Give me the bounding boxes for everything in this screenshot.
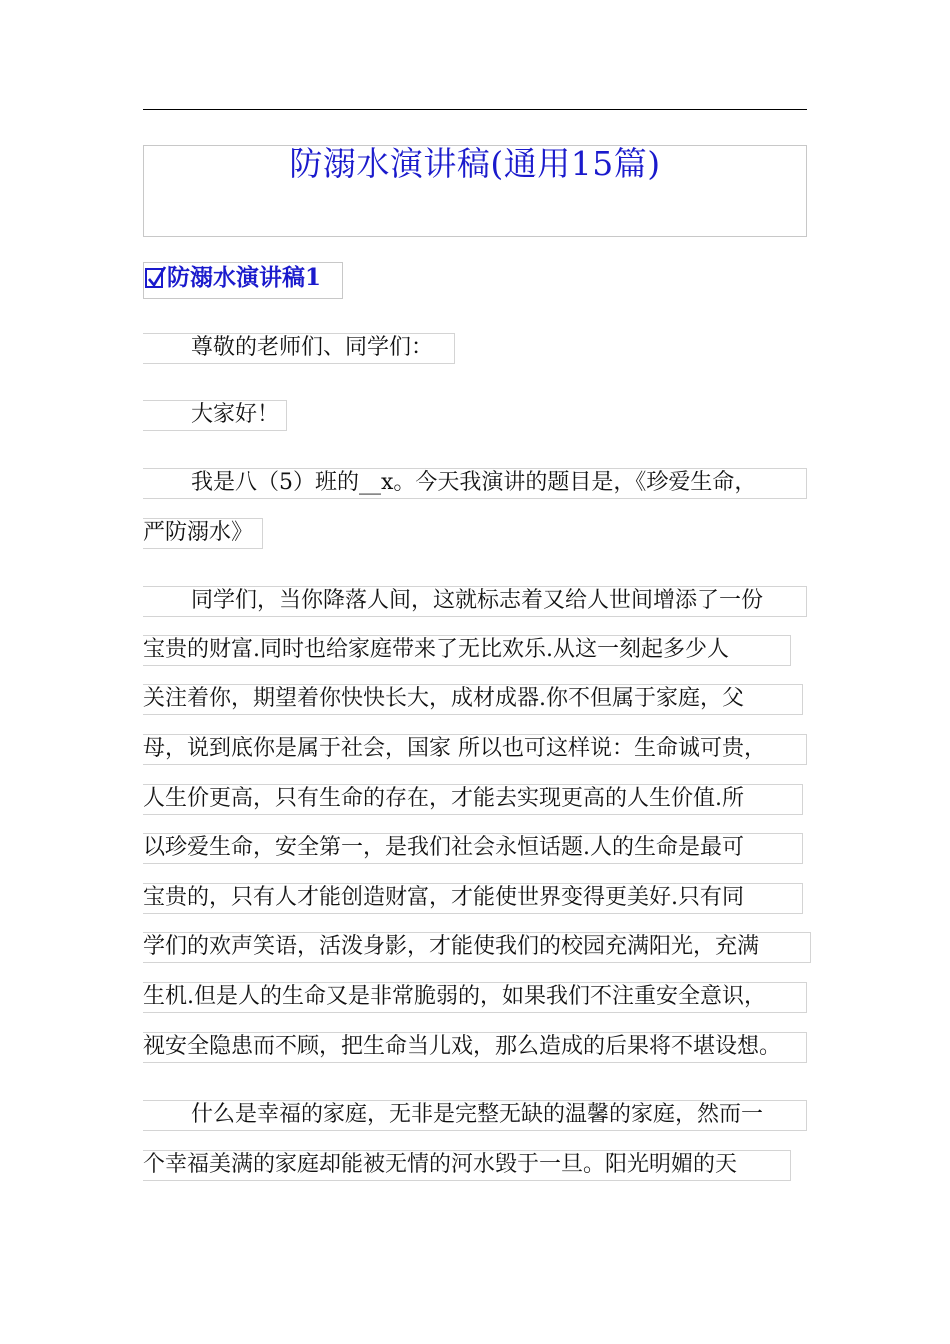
text-line: 宝贵的，只有人才能创造财富，才能使世界变得更美好.只有同 [143, 883, 803, 914]
text-line: 尊敬的老师们、同学们： [143, 333, 455, 364]
text-line: 什么是幸福的家庭，无非是完整无缺的温馨的家庭，然而一 [143, 1100, 807, 1131]
text-line: 我是八（5）班的__x。今天我演讲的题目是，《珍爱生命， [143, 468, 807, 499]
text-line: 以珍爱生命，安全第一，是我们社会永恒话题.人的生命是最可 [143, 833, 803, 864]
top-rule [143, 109, 807, 110]
text-line: 宝贵的财富.同时也给家庭带来了无比欢乐.从这一刻起多少人 [143, 635, 791, 666]
text-line: 人生价更高，只有生命的存在，才能去实现更高的人生价值.所 [143, 784, 803, 815]
text-line: 学们的欢声笑语，活泼身影，才能使我们的校园充满阳光，充满 [143, 932, 811, 963]
text-line: 同学们，当你降落人间，这就标志着又给人世间增添了一份 [143, 586, 807, 617]
text-line: 严防溺水》 [143, 518, 263, 549]
text-line: 关注着你，期望着你快快长大，成材成器.你不但属于家庭，父 [143, 684, 803, 715]
section-heading: 防溺水演讲稿1 [167, 264, 322, 291]
checkbox-checked-icon [145, 268, 163, 288]
text-line: 视安全隐患而不顾，把生命当儿戏，那么造成的后果将不堪设想。 [143, 1032, 807, 1063]
document-title: 防溺水演讲稿(通用15篇) [289, 144, 661, 183]
text-line: 生机.但是人的生命又是非常脆弱的，如果我们不注重安全意识， [143, 982, 807, 1013]
text-line: 母，说到底你是属于社会，国家 所以也可这样说：生命诚可贵， [143, 734, 807, 765]
text-line: 个幸福美满的家庭却能被无情的河水毁于一旦。阳光明媚的天 [143, 1150, 791, 1181]
text-line: 大家好！ [143, 400, 287, 431]
